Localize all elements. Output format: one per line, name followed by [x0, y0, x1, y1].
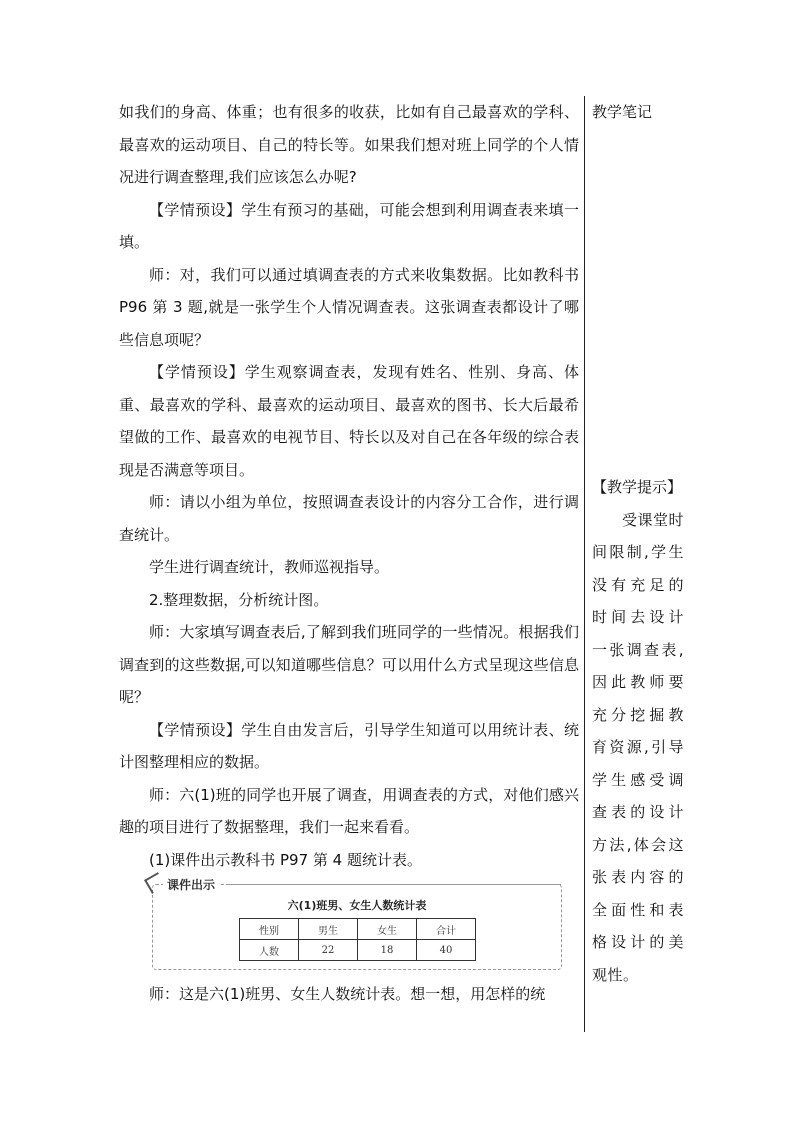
column-divider: [584, 96, 585, 1032]
table-cell: 18: [358, 940, 417, 961]
teaching-tip: [592, 471, 684, 991]
notes-title: 教学笔记: [592, 103, 653, 121]
header-cell: 女生: [358, 919, 417, 940]
header-cell: 性别: [240, 919, 299, 940]
paragraph: 学生进行调查统计，教师巡视指导。: [149, 558, 390, 576]
paragraph: 师：这是六(1)班男、女生人数统计表。想一想，用怎样的统: [149, 985, 546, 1003]
courseware-box: [152, 878, 562, 970]
courseware-label: 课件出示: [163, 876, 219, 893]
paragraph: 如我们的身高、体重；也有很多的收获，比如有自己最喜欢的学科、最喜欢的运动项目、自己的特长等。如果我们想对班上同学的个人情况进行调查整理,我们应该怎么办呢?: [119, 103, 579, 186]
header-cell: 男生: [299, 919, 358, 940]
table-cell: 人数: [240, 940, 299, 961]
table-cell: 22: [299, 940, 358, 961]
side-column: [592, 96, 684, 129]
table-header-row: [240, 919, 476, 940]
paragraph: 【学情预设】学生有预习的基础，可能会想到利用调查表来填一填。: [119, 200, 579, 251]
table-title: 六(1)班男、女生人数统计表: [287, 899, 427, 912]
paragraph: 【学情预设】学生观察调查表，发现有姓名、性别、身高、体重、最喜欢的学科、最喜欢的运动项目、最喜欢的图书、长大后最希望做的工作、最喜欢的电视节目、特长以及对自己在各年级的综合表现是否满意等项目。: [119, 363, 579, 479]
tip-text: 受课堂时间限制,学生没有充足的时间去设计一张调查表,因此教师要充分挖掘教育资源,引导学生感受调查表的设计方法,体会这张表内容的全面性和表格设计的美观性。: [592, 510, 685, 984]
main-column: [119, 96, 579, 1011]
paragraph: 【学情预设】学生自由发言后，引导学生知道可以用统计表、统计图整理相应的数据。: [119, 720, 579, 771]
paragraph: (1)课件出示教科书 P97 第 4 题统计表。: [149, 850, 422, 869]
table-row: [240, 940, 476, 961]
statistics-table: [239, 918, 476, 961]
paragraph: 师：请以小组为单位，按照调查表设计的内容分工合作，进行调查统计。: [119, 493, 579, 544]
tip-title: 【教学提示】: [592, 478, 683, 496]
paragraph: 2.整理数据，分析统计图。: [149, 590, 329, 609]
header-cell: 合计: [417, 919, 476, 940]
table-cell: 40: [417, 940, 476, 961]
paragraph: 师：六(1)班的同学也开展了调查，用调查表的方式，对他们感兴趣的项目进行了数据整理，我们一起来看看。: [119, 785, 579, 836]
paragraph: 师：对，我们可以通过填调查表的方式来收集数据。比如教科书 P96 第 3 题,就是一张学生个人情况调查表。这张调查表都设计了哪些信息项呢？: [119, 265, 579, 349]
box-top-dashed-line: [229, 884, 561, 885]
paragraph: 师：大家填写调查表后,了解到我们班同学的一些情况。根据我们调查到的这些数据,可以知道哪些信息？可以用什么方式呈现这些信息呢？: [119, 623, 579, 706]
